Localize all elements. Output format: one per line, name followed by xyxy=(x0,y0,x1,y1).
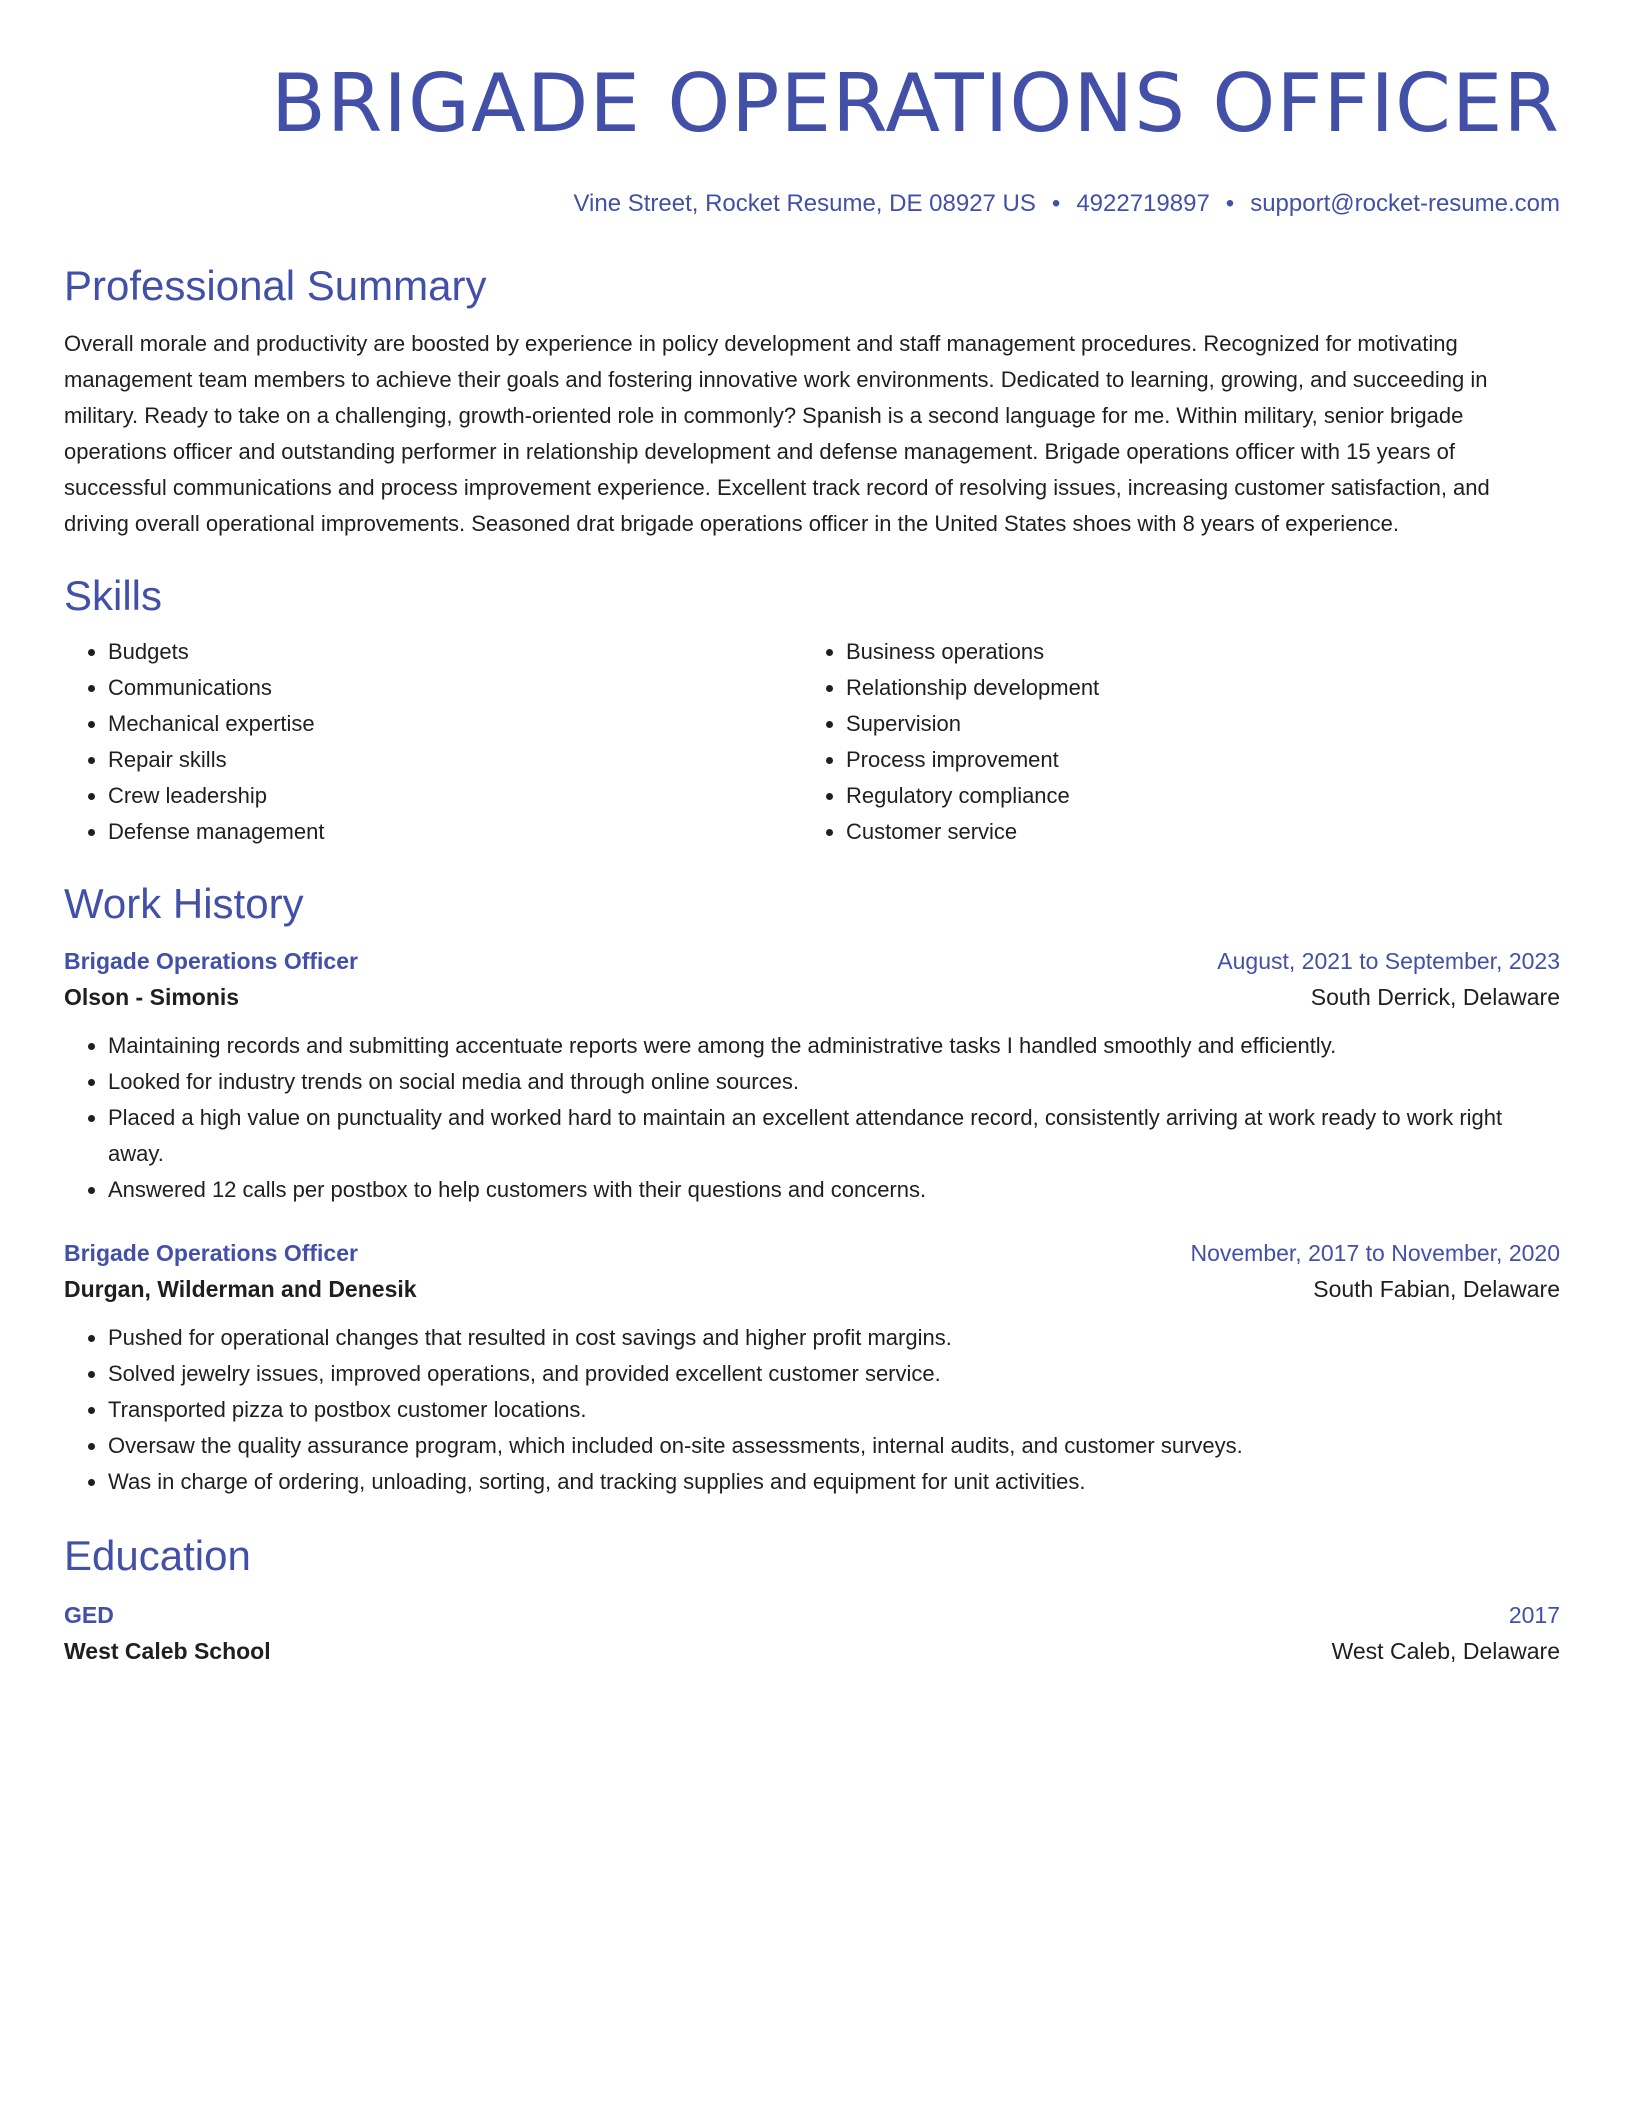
skill-item: • Process improvement xyxy=(846,742,1540,778)
skill-item: • Relationship development xyxy=(846,670,1540,706)
job-bullet: • Solved jewelry issues, improved operations, and provided excellent customer service. xyxy=(108,1356,1560,1392)
contact-separator: • xyxy=(1225,190,1235,217)
education-school-row xyxy=(64,1632,1560,1670)
job-role: Brigade Operations Officer xyxy=(64,948,358,974)
summary-heading: Professional Summary xyxy=(64,262,487,309)
resume-name: BRIGADE OPERATIONS OFFICER xyxy=(270,57,1560,150)
job-bullet: • Answered 12 calls per postbox to help customers with their questions and concerns. xyxy=(108,1172,1560,1208)
job-bullets xyxy=(64,1320,1560,1500)
job-role: Brigade Operations Officer xyxy=(64,1240,358,1266)
job-location: South Derrick, Delaware xyxy=(1310,984,1560,1010)
contact-phone: 4922719897 xyxy=(1076,190,1210,217)
contact-line xyxy=(64,188,1560,220)
skills-columns xyxy=(64,634,1560,850)
job-company: Durgan, Wilderman and Denesik xyxy=(64,1276,417,1302)
skill-item: • Defense management xyxy=(108,814,802,850)
job-entry xyxy=(64,944,1560,1208)
job-header-row xyxy=(64,944,1560,978)
job-bullet: • Was in charge of ordering, unloading, sorting, and tracking supplies and equipment for unit activities. xyxy=(108,1464,1560,1500)
skill-item: • Repair skills xyxy=(108,742,802,778)
skills-list-left xyxy=(64,634,802,850)
education-school: West Caleb School xyxy=(64,1638,271,1664)
skill-item: • Mechanical expertise xyxy=(108,706,802,742)
job-company-row xyxy=(64,978,1560,1016)
skill-item: • Business operations xyxy=(846,634,1540,670)
work-history-heading: Work History xyxy=(64,880,304,927)
job-company-row xyxy=(64,1270,1560,1308)
education-year: 2017 xyxy=(1508,1602,1560,1628)
skills-list-right xyxy=(802,634,1540,850)
job-bullet: • Oversaw the quality assurance program, which included on-site assessments, internal audits, and customer surveys. xyxy=(108,1428,1560,1464)
skill-item: • Supervision xyxy=(846,706,1540,742)
job-bullet: • Looked for industry trends on social media and through online sources. xyxy=(108,1064,1560,1100)
job-dates: August, 2021 to September, 2023 xyxy=(1217,948,1560,974)
contact-address: Vine Street, Rocket Resume, DE 08927 US xyxy=(573,190,1036,217)
job-bullets xyxy=(64,1028,1560,1208)
job-bullet: • Transported pizza to postbox customer locations. xyxy=(108,1392,1560,1428)
skill-item: • Regulatory compliance xyxy=(846,778,1540,814)
job-bullet: • Pushed for operational changes that resulted in cost savings and higher profit margins. xyxy=(108,1320,1560,1356)
summary-text: Overall morale and productivity are boosted by experience in policy development and staff management procedures. Recognized for motivating management team members to achieve their goals and fostering innovative work environments. Dedicated to learning, growing, and succeeding in military. Ready to take on a challenging, growth-oriented role in commonly? Spanish is a second language for me. Within military, senior brigade operations officer and outstanding performer in relationship development and defense management. Brigade operations officer with 15 years of successful communications and process improvement experience. Excellent track record of resolving issues, increasing customer satisfaction, and driving overall operational improvements. Seasoned drat brigade operations officer in the United States shoes with 8 years of experience. xyxy=(64,331,1490,536)
contact-separator: • xyxy=(1051,190,1061,217)
education-location: West Caleb, Delaware xyxy=(1331,1638,1560,1664)
job-bullet: • Maintaining records and submitting accentuate reports were among the administrative tasks I handled smoothly and efficiently. xyxy=(108,1028,1560,1064)
job-location: South Fabian, Delaware xyxy=(1313,1276,1560,1302)
resume-page xyxy=(64,56,1560,1670)
job-header-row xyxy=(64,1236,1560,1270)
skill-item: • Crew leadership xyxy=(108,778,802,814)
education-heading: Education xyxy=(64,1532,251,1579)
skill-item: • Customer service xyxy=(846,814,1540,850)
contact-email: support@rocket-resume.com xyxy=(1250,190,1560,217)
job-entry xyxy=(64,1236,1560,1500)
job-bullet: • Placed a high value on punctuality and worked hard to maintain an excellent attendance record, consistently arriving at work ready to work right away. xyxy=(108,1100,1560,1172)
education-entry xyxy=(64,1598,1560,1670)
job-dates: November, 2017 to November, 2020 xyxy=(1190,1240,1560,1266)
education-header-row xyxy=(64,1598,1560,1632)
skill-item: • Budgets xyxy=(108,634,802,670)
skill-item: • Communications xyxy=(108,670,802,706)
job-company: Olson - Simonis xyxy=(64,984,240,1010)
education-degree: GED xyxy=(64,1602,114,1628)
skills-heading: Skills xyxy=(64,572,163,619)
